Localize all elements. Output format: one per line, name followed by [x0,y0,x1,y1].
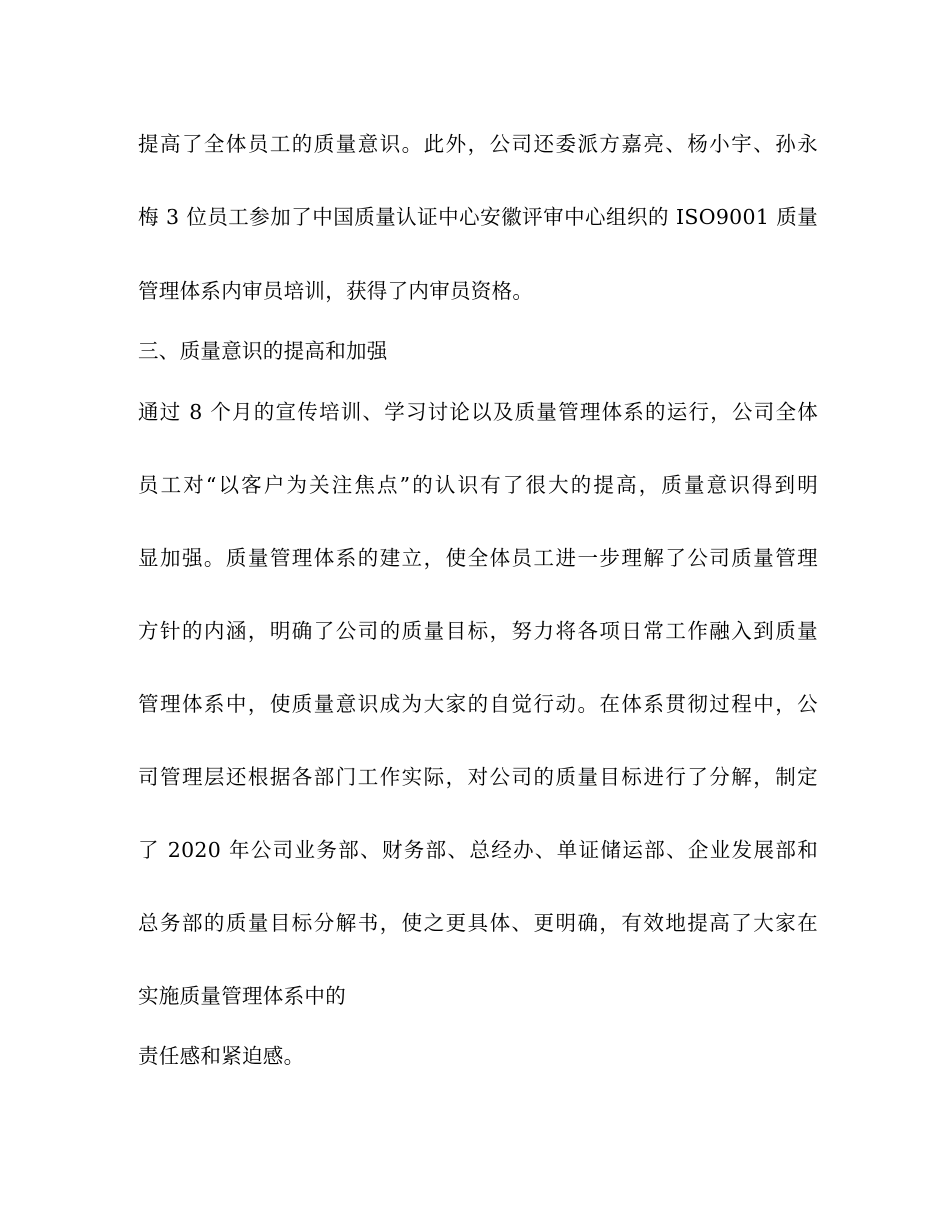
paragraph-line: 管理体系内审员培训，获得了内审员资格。 [138,279,534,303]
paragraph-line: 责任感和紧迫感。 [138,1044,305,1068]
paragraph-line: 提高了全体员工的质量意识。此外，公司还委派方嘉亮、杨小宇、孙永 [138,132,818,156]
paragraph-line: 了 2020 年公司业务部、财务部、总经办、单证储运部、企业发展部和 [138,838,818,862]
paragraph-line: 显加强。质量管理体系的建立，使全体员工进一步理解了公司质量管理 [138,546,818,570]
paragraph-line: 梅 3 位员工参加了中国质量认证中心安徽评审中心组织的 ISO9001 质量 [138,205,818,229]
paragraph-line: 方针的内涵，明确了公司的质量目标，努力将各项日常工作融入到质量 [138,619,818,643]
paragraph-line: 管理体系中，使质量意识成为大家的自觉行动。在体系贯彻过程中，公 [138,692,818,716]
paragraph-line: 总务部的质量目标分解书，使之更具体、更明确，有效地提高了大家在 [138,911,818,935]
paragraph-line: 员工对“以客户为关注焦点”的认识有了很大的提高，质量意识得到明 [138,473,818,497]
paragraph-line: 司管理层还根据各部门工作实际，对公司的质量目标进行了分解，制定 [138,765,818,789]
paragraph-line: 实施质量管理体系中的 [138,984,346,1008]
paragraph-line: 通过 8 个月的宣传培训、学习讨论以及质量管理体系的运行，公司全体 [138,400,818,424]
section-heading: 三、质量意识的提高和加强 [138,339,388,363]
